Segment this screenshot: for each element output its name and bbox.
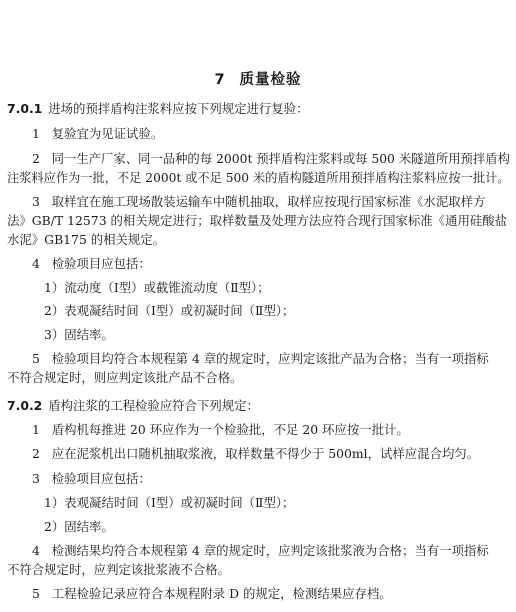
- chapter-heading: [0, 68, 516, 89]
- list-item: [32, 446, 479, 462]
- sub-item: 1）流动度（Ⅰ型）或截锥流动度（Ⅱ型）；: [44, 280, 270, 295]
- item-continuation: 不符合规定时，应判定该批浆液不合格。: [7, 562, 231, 577]
- item-number: 3: [32, 471, 40, 486]
- item-text: 检验项目应包括：: [51, 471, 151, 486]
- item-text: 检验项目均符合本规程第 4 章的规定时，应判定该批产品为合格；当有一项指标: [51, 351, 489, 366]
- item-text: 同一生产厂家、同一品种的每 2000t 预拌盾构注浆料或每 500 米隧道所用预拌盾构: [51, 152, 510, 166]
- clause-number: 7.0.1: [7, 101, 43, 116]
- item-continuation: 不符合规定时，则应判定该批产品不合格。: [7, 370, 243, 385]
- chapter-number: 7: [214, 72, 226, 88]
- list-item: [32, 126, 163, 142]
- item-number: 3: [32, 194, 40, 209]
- sub-item: 3）固结率。: [44, 327, 114, 342]
- clause-intro: 进场的预拌盾构注浆料应按下列规定进行复验：: [48, 101, 309, 116]
- item-continuation: 法》GB/T 12573 的相关规定进行；取样数量及处理方法应符合现行国家标准《通用硅酸盐: [7, 213, 508, 228]
- list-item: [32, 151, 510, 167]
- sub-item: 2）固结率。: [44, 519, 114, 534]
- item-text: 应在泥浆机出口随机抽取浆液，取样数量不得少于 500ml，试样应混合均匀。: [51, 446, 480, 461]
- item-number: 2: [32, 152, 40, 166]
- item-text: 盾构机每推进 20 环应作为一个检验批，不足 20 环应按一批计。: [51, 422, 409, 437]
- item-text: 检验项目应包括：: [51, 256, 151, 271]
- item-number: 1: [32, 126, 40, 141]
- item-continuation: 水泥》GB175 的相关规定。: [7, 232, 166, 247]
- item-number: 5: [32, 586, 40, 601]
- list-item: [32, 256, 151, 272]
- item-text: 取样宜在施工现场散装运输车中随机抽取，取样应按现行国家标准《水泥取样方: [51, 194, 486, 209]
- list-item: [32, 422, 409, 438]
- item-number: 4: [32, 543, 40, 558]
- item-text: 工程检验记录应符合本规程附录 D 的规定，检测结果应存档。: [51, 586, 392, 601]
- item-text: 检测结果均符合本规程第 4 章的规定时，应判定该批浆液为合格；当有一项指标: [51, 543, 489, 558]
- clause-7-0-2-intro-line: [7, 398, 259, 414]
- chapter-title: 质量检验: [239, 72, 302, 88]
- list-item: [32, 543, 489, 559]
- item-number: 2: [32, 446, 40, 461]
- item-continuation: 注浆料应作为一批，不足 2000t 或不足 500 米的盾构隧道所用预拌盾构注浆料应按一批计。: [7, 171, 510, 185]
- list-item: [32, 351, 489, 367]
- list-item: [32, 586, 392, 602]
- clause-number: 7.0.2: [7, 398, 43, 413]
- sub-item: 1）表观凝结时间（Ⅰ型）或初凝时间（Ⅱ型）；: [44, 495, 295, 510]
- clause-7-0-1-intro-line: [7, 101, 308, 117]
- item-number: 1: [32, 422, 40, 437]
- list-item: [32, 194, 485, 210]
- item-number: 4: [32, 256, 40, 271]
- clause-intro: 盾构注浆的工程检验应符合下列规定：: [48, 398, 259, 413]
- item-number: 5: [32, 351, 40, 366]
- list-item: [32, 471, 151, 487]
- sub-item: 2）表观凝结时间（Ⅰ型）或初凝时间（Ⅱ型）；: [44, 303, 295, 318]
- item-text: 复验宜为见证试验。: [51, 126, 164, 141]
